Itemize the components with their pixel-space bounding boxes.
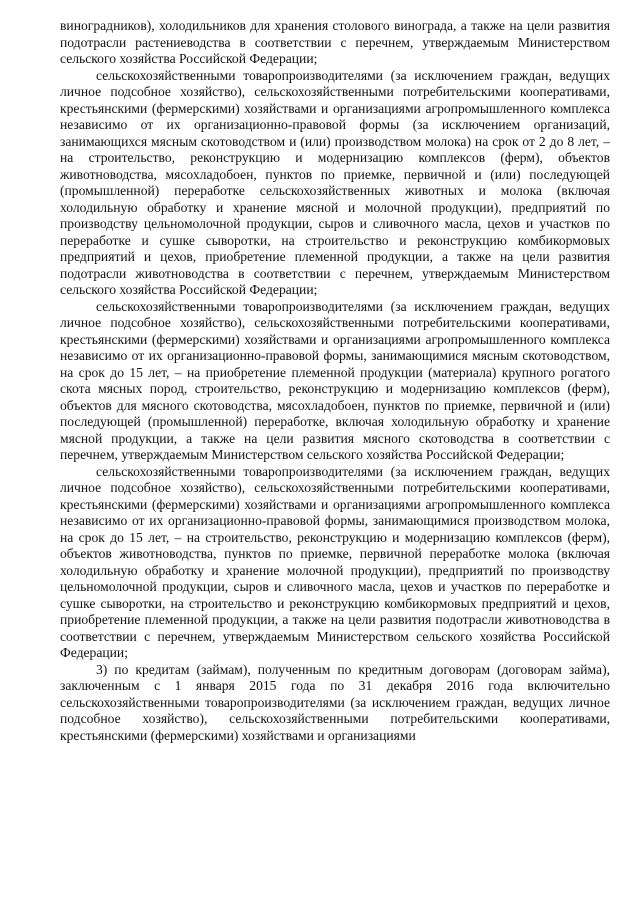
paragraph-beef-cattle-15-years: сельскохозяйственными товаропроизводителями (за исключением граждан, ведущих личное подсобное хозяйство), сельскохозяйственными потребительскими кооперативами, крестьянскими (фермерскими) хозяйствами и организациями агропромышленного комплекса независимо от их организационно-правовой формы, занимающимися мясным скотоводством, на срок до 15 лет, – на приобретение племенной продукции (материала) крупного рогатого скота мясных пород, строительство, реконструкцию и модернизацию комплексов (ферм), объектов для мясного скотоводства, мясохладобоен, пунктов по приемке, первичной и (или) последующей (промышленной) переработке, включая холодильную обработку и хранение мясной продукции, а также на цели развития мясного скотоводства в соответствии с перечнем, утверждаемым Министерством сельского хозяйства Российской Федерации; (60, 298, 610, 462)
paragraph-livestock-2-8-years: сельскохозяйственными товаропроизводителями (за исключением граждан, ведущих личное подсобное хозяйство), сельскохозяйственными потребительскими кооперативами, крестьянскими (фермерскими) хозяйствами и организациями агропромышленного комплекса независимо от их организационно-правовой формы (за исключением организаций, занимающихся мясным скотоводством и (или) производством молока) на срок от 2 до 8 лет, – на строительство, реконструкцию и модернизацию комплексов (ферм), объектов животноводства, мясохладобоен, пунктов по приемке, первичной и (или) последующей (промышленной) переработке сельскохозяйственных животных и молока (включая холодильную обработку и хранение мясной и молочной продукции), предприятий по производству цельномолочной продукции, сыров и сливочного масла, цехов и участков по переработке и сушке сыворотки, на строительство и реконструкцию комбикормовых предприятий и цехов, приобретение племенной продукции, а также на цели развития подотрасли животноводства в соответствии с перечнем, утверждаемым Министерством сельского хозяйства Российской Федерации; (60, 67, 610, 297)
paragraph-item-3-loans: 3) по кредитам (займам), полученным по кредитным договорам (договорам займа), заключенным с 1 января 2015 года по 31 декабря 2016 года включительно сельскохозяйственными товаропроизводителями (за исключением граждан, ведущих личное подсобное хозяйство), сельскохозяйственными потребительскими кооперативами, крестьянскими (фермерскими) хозяйствами и организациями (60, 661, 610, 743)
paragraph-dairy-15-years: сельскохозяйственными товаропроизводителями (за исключением граждан, ведущих личное подсобное хозяйство), сельскохозяйственными потребительскими кооперативами, крестьянскими (фермерскими) хозяйствами и организациями агропромышленного комплекса независимо от их организационно-правовой формы, занимающимися производством молока, на срок до 15 лет, – на строительство, реконструкцию и модернизацию комплексов (ферм), объектов животноводства, пунктов по приемке, первичной переработке молока (включая холодильную обработку и хранение молочной продукции), предприятий по производству цельномолочной продукции, сыров и сливочного масла, цехов и участков по переработке и сушке сыворотки, на строительство и реконструкцию комбикормовых предприятий и цехов, приобретение племенной продукции, а также на цели развития подотрасли животноводства в соответствии с перечнем, утверждаемым Министерством сельского хозяйства Российской Федерации; (60, 463, 610, 660)
paragraph-continuation: виноградников), холодильников для хранения столового винограда, а также на цели развития подотрасли растениеводства в соответствии с перечнем, утверждаемым Министерством сельского хозяйства Российской Федерации; (60, 18, 610, 66)
document-page (60, 18, 610, 744)
